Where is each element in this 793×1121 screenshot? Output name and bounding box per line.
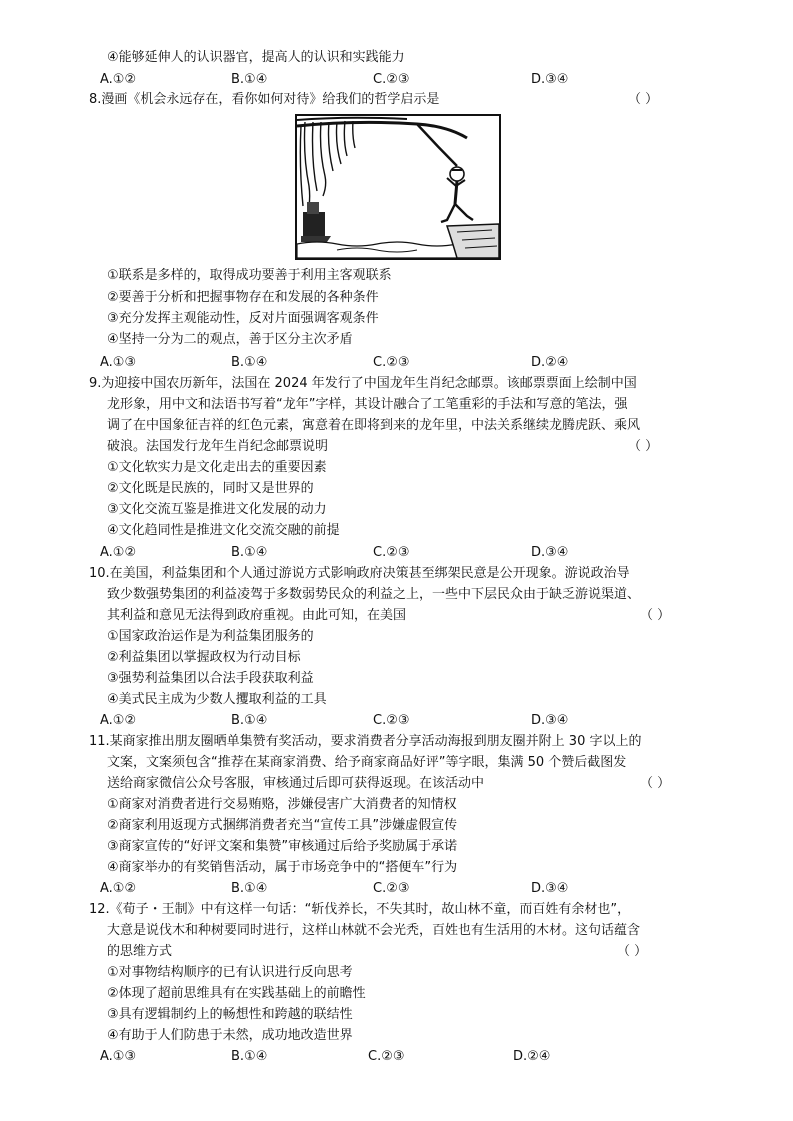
q9-answer-paren: （ ） (628, 439, 659, 454)
q10-stem-line-1: 10.在美国，利益集团和个人通过游说方式影响政府决策甚至绑架民意是公开现象。游说政治导 (89, 566, 630, 581)
q10-option-2: ②利益集团以掌握政权为行动目标 (107, 650, 301, 665)
q7-choices (0, 70, 793, 90)
q9-option-4: ④文化趋同性是推进文化交流交融的前提 (107, 523, 340, 538)
q9-choice-b: B.①④ (231, 545, 268, 560)
q12-option-4: ④有助于人们防患于未然，成功地改造世界 (107, 1028, 353, 1043)
q10-choice-c: C.②③ (373, 713, 410, 728)
q7-choice-c: C.②③ (373, 72, 410, 87)
q8-option-3: ③充分发挥主观能动性，反对片面强调客观条件 (107, 311, 379, 326)
q8-choice-c: C.②③ (373, 355, 410, 370)
q8-answer-paren: （ ） (628, 92, 659, 107)
q9-stem-line-1: 9.为迎接中国农历新年，法国在 2024 年发行了中国龙年生肖纪念邮票。该邮票票面上绘制中国 (89, 376, 637, 391)
cartoon-illustration (297, 116, 499, 258)
q11-stem-line-1: 11.某商家推出朋友圈晒单集赞有奖活动，要求消费者分享活动海报到朋友圈并附上 30 字以上的 (89, 734, 642, 749)
q8-stem: 8.漫画《机会永远存在，看你如何对待》给我们的哲学启示是 (89, 92, 440, 107)
q11-option-4: ④商家举办的有奖销售活动，属于市场竞争中的“搭便车”行为 (107, 860, 458, 875)
q12-answer-paren: （ ） (617, 944, 648, 959)
q8-option-4: ④坚持一分为二的观点，善于区分主次矛盾 (107, 332, 353, 347)
q8-choice-b: B.①④ (231, 355, 268, 370)
q8-choices (0, 353, 793, 373)
q10-stem-line-3: 其利益和意见无法得到政府重视。由此可知，在美国 (107, 608, 407, 623)
q7-choice-a: A.①② (100, 72, 137, 87)
q9-choice-a: A.①② (100, 545, 137, 560)
q11-option-1: ①商家对消费者进行交易贿赂，涉嫌侵害广大消费者的知情权 (107, 797, 457, 812)
q8-choice-d: D.②④ (531, 355, 569, 370)
q10-choice-b: B.①④ (231, 713, 268, 728)
q7-choice-d: D.③④ (531, 72, 569, 87)
q9-option-3: ③文化交流互鉴是推进文化发展的动力 (107, 502, 327, 517)
q12-choice-c: C.②③ (368, 1049, 405, 1064)
q11-choice-b: B.①④ (231, 881, 268, 896)
q10-choice-a: A.①② (100, 713, 137, 728)
q10-choice-d: D.③④ (531, 713, 569, 728)
q8-option-2: ②要善于分析和把握事物存在和发展的各种条件 (107, 290, 379, 305)
q9-choice-c: C.②③ (373, 545, 410, 560)
q12-stem-line-2: 大意是说伐木和种树要同时进行，这样山林就不会光秃，百姓也有生活用的木材。这句话蕴含 (107, 923, 641, 938)
q12-choices (0, 1047, 793, 1067)
q10-option-3: ③强势利益集团以合法手段获取利益 (107, 671, 314, 686)
q8-choice-a: A.①③ (100, 355, 137, 370)
q11-option-2: ②商家利用返现方式捆绑消费者充当“宣传工具”涉嫌虚假宣传 (107, 818, 458, 833)
q12-choice-a: A.①③ (100, 1049, 137, 1064)
q12-option-3: ③具有逻辑制约上的畅想性和跨越的联结性 (107, 1007, 353, 1022)
q10-answer-paren: （ ） (640, 608, 671, 623)
q12-choice-d: D.②④ (513, 1049, 551, 1064)
q9-stem-line-4: 破浪。法国发行龙年生肖纪念邮票说明 (107, 439, 329, 454)
q11-choice-d: D.③④ (531, 881, 569, 896)
q12-stem-line-1: 12.《荀子・王制》中有这样一句话：“斩伐养长，不失其时，故山林不童，而百姓有余材也”， (89, 902, 631, 917)
q7-choice-b: B.①④ (231, 72, 268, 87)
q11-choice-a: A.①② (100, 881, 137, 896)
q12-stem-line-3: 的思维方式 (107, 944, 173, 959)
q9-choices (0, 543, 793, 563)
q11-stem-line-3: 送给商家微信公众号客服，审核通过后即可获得返现。在该活动中 (107, 776, 485, 791)
q11-option-3: ③商家宣传的“好评文案和集赞”审核通过后给予奖励属于承诺 (107, 839, 458, 854)
q8-option-1: ①联系是多样的，取得成功要善于利用主客观联系 (107, 268, 392, 283)
q9-option-1: ①文化软实力是文化走出去的重要因素 (107, 460, 327, 475)
q11-choice-c: C.②③ (373, 881, 410, 896)
q10-option-4: ④美式民主成为少数人攫取利益的工具 (107, 692, 327, 707)
q11-choices (0, 879, 793, 899)
q9-stem-line-2: 龙形象，用中文和法语书写着“龙年”字样，其设计融合了工笔重彩的手法和写意的笔法，强 (107, 397, 628, 412)
q9-stem-line-3: 调了在中国象征吉祥的红色元素，寓意着在即将到来的龙年里，中法关系继续龙腾虎跃、乘风 (107, 418, 641, 433)
q10-option-1: ①国家政治运作是为利益集团服务的 (107, 629, 314, 644)
q12-option-2: ②体现了超前思维具有在实践基础上的前瞻性 (107, 986, 366, 1001)
q8-cartoon (295, 114, 501, 260)
q12-option-1: ①对事物结构顺序的已有认识进行反向思考 (107, 965, 353, 980)
q10-stem-line-2: 致少数强势集团的利益凌驾于多数弱势民众的利益之上，一些中下层民众由于缺乏游说渠道、 (107, 587, 641, 602)
q10-choices (0, 711, 793, 731)
q11-stem-line-2: 文案，文案须包含“推荐在某商家消费、给予商家商品好评”等字眼，集满 50 个赞后截图发 (107, 755, 627, 770)
q9-choice-d: D.③④ (531, 545, 569, 560)
q11-answer-paren: （ ） (640, 776, 671, 791)
q9-option-2: ②文化既是民族的，同时又是世界的 (107, 481, 314, 496)
q7-option-4: ④能够延伸人的认识器官，提高人的认识和实践能力 (107, 50, 405, 65)
q12-choice-b: B.①④ (231, 1049, 268, 1064)
